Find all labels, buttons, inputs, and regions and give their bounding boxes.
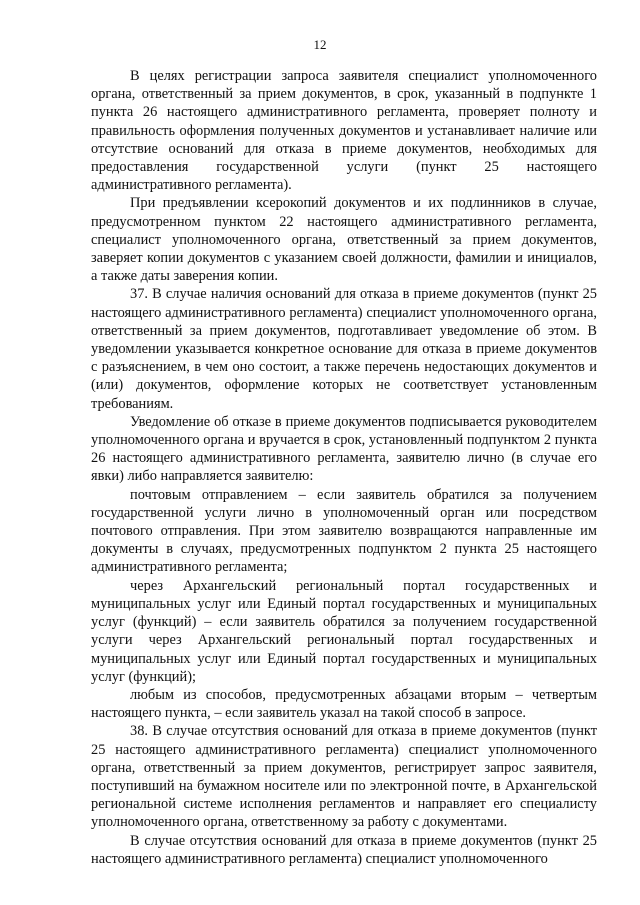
- paragraph-copies: При предъявлении ксерокопий документов и их подлинников в случае, предусмотренном пунктом 22 настоящего административного регламента, специалист уполномоченного органа, ответственный за прием документов, заверяет копии документов с указанием своей должности, фамилии и инициалов, а также даты заверения копии.: [91, 195, 597, 285]
- paragraph-any-method: любым из способов, предусмотренных абзацами вторым – четвертым настоящего пункта, – если заявитель указал на такой способ в запросе.: [91, 686, 597, 722]
- paragraph-continuation: В случае отсутствия оснований для отказа в приеме документов (пункт 25 настоящего административного регламента) специалист уполномоченного: [91, 832, 597, 867]
- page-number: 12: [313, 37, 327, 52]
- paragraph-registration: В целях регистрации запроса заявителя специалист уполномоченного органа, ответственный за прием документов, в срок, указанный в подпункте 1 пункта 26 настоящего административного регламента, проверяет полноту и правильность оформления полученных документов и устанавливает наличие или отсутствие оснований для отказа в приеме документов, необходимых для предоставления государственной услуги (пункт 25 настоящего административного регламента).: [91, 68, 597, 194]
- paragraph-portal: через Архангельский региональный портал государственных и муниципальных услуг или Единый портал государственных и муниципальных услуг (функций) – если заявитель обратился за получением государственной услуги через Архангельский региональный портал государственных и муниципальных услуг или Единый портал государственных и муниципальных услуг (функций);: [91, 577, 597, 685]
- paragraph-38: 38. В случае отсутствия оснований для отказа в приеме документов (пункт 25 настоящего административного регламента) специалист уполномоченного органа, ответственный за прием документов, регистрирует запрос заявителя, поступивший на бумажном носителе или по электронной почте, в Архангельской региональной системе исполнения регламентов и направляет его специалисту уполномоченного органа, ответственному за работу с документами.: [91, 723, 597, 831]
- paragraph-refusal-notice: Уведомление об отказе в приеме документов подписывается руководителем уполномоченного органа и вручается в срок, установленный подпунктом 2 пункта 26 настоящего административного регламента, заявителю лично (в случае его явки) либо направляется заявителю:: [91, 413, 597, 485]
- paragraph-postal: почтовым отправлением – если заявитель обратился за получением государственной услуги лично в уполномоченный орган или посредством почтового отправления. При этом заявителю возвращаются направленные им документы в случаях, предусмотренных подпунктом 2 пункта 25 настоящего административного регламента;: [91, 486, 597, 576]
- paragraph-37: 37. В случае наличия оснований для отказа в приеме документов (пункт 25 настоящего административного регламента) специалист уполномоченного органа, ответственный за прием документов, подготавливает уведомление об этом. В уведомлении указывается конкретное основание для отказа в приеме документов с разъяснением, в чем оно состоит, а также перечень недостающих документов и (или) документов, оформление которых не соответствует установленным требованиям.: [91, 286, 597, 412]
- body-text: [91, 67, 597, 868]
